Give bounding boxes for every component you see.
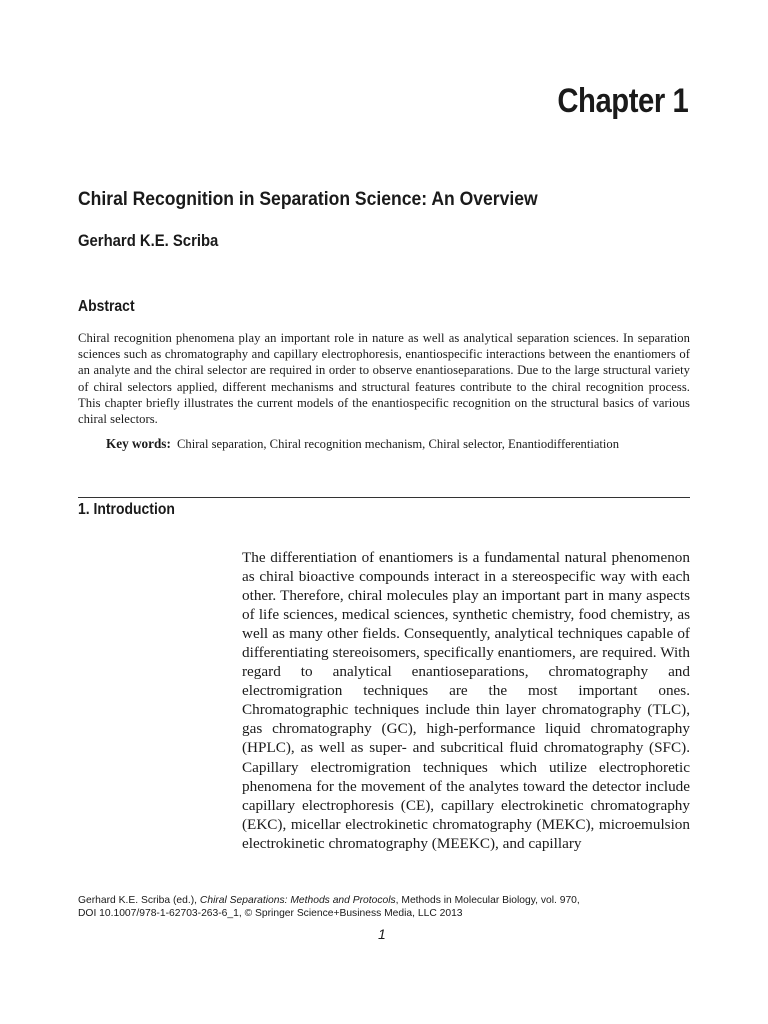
abstract-text: Chiral recognition phenomena play an important role in nature as well as analytical separation sciences. In separation sciences such as chromatography and capillary electrophoresis, enantiospecific interactions between the enantiomers of an analyte and the chiral selector are required in order to observe enantioseparations. Due to the large structural variety of chiral selectors applied, different mechanisms and structural features contribute to the chiral recognition process. This chapter briefly illustrates the current models of the enantiospecific recognition on the structural basics of various chiral selectors. [78, 331, 690, 427]
footnote-line-1 [78, 895, 698, 908]
section-heading-introduction: 1. Introduction [78, 501, 175, 518]
abstract-heading: Abstract [78, 298, 135, 315]
author-name: Gerhard K.E. Scriba [78, 232, 219, 250]
footnote-series: , Methods in Molecular Biology, vol. 970, [395, 895, 580, 906]
chapter-title: Chiral Recognition in Separation Science: An Overview [78, 188, 538, 210]
footnote-book-title: Chiral Separations: Methods and Protocols [199, 895, 396, 906]
introduction-text: The differentiation of enantiomers is a fundamental natural phenomenon as chiral bioactive compounds interact in a stereospecific way with each other. Therefore, chiral molecules play an important part in many aspects of life sciences, medical sciences, synthetic chemistry, food chemistry, as well as many other fields. Consequently, analytical techniques capable of differentiating stereoisomers, specifically enantiomers, are required. With regard to analytical enantioseparations, chromatography and electromigration techniques are the most important ones. Chromatographic techniques include thin layer chromatography (TLC), gas chromatography (GC), high-performance liquid chromatography (HPLC), as well as super- and subcritical fluid chromatography (SFC). Capillary electromigration techniques which utilize electrophoretic phenomena for the movement of the analytes toward the detector include capillary electrophoresis (CE), capillary electrokinetic chromatography (EKC), micellar electrokinetic chromatography (MEKC), microemulsion electrokinetic chromatography (MEEKC), and capillary [242, 549, 690, 852]
footnote-editor: Gerhard K.E. Scriba (ed.), [78, 895, 200, 906]
keywords [106, 436, 706, 452]
page-number: 1 [378, 926, 386, 942]
chapter-label: Chapter 1 [556, 82, 688, 120]
citation-footnote [78, 895, 698, 920]
keywords-text: Chiral separation, Chiral recognition mechanism, Chiral selector, Enantiodifferentiation [177, 437, 620, 451]
keywords-label: Key words: [106, 436, 171, 451]
section-divider [78, 497, 690, 498]
footnote-doi: DOI 10.1007/978-1-62703-263-6_1, © Springer Science+Business Media, LLC 2013 [78, 907, 463, 919]
